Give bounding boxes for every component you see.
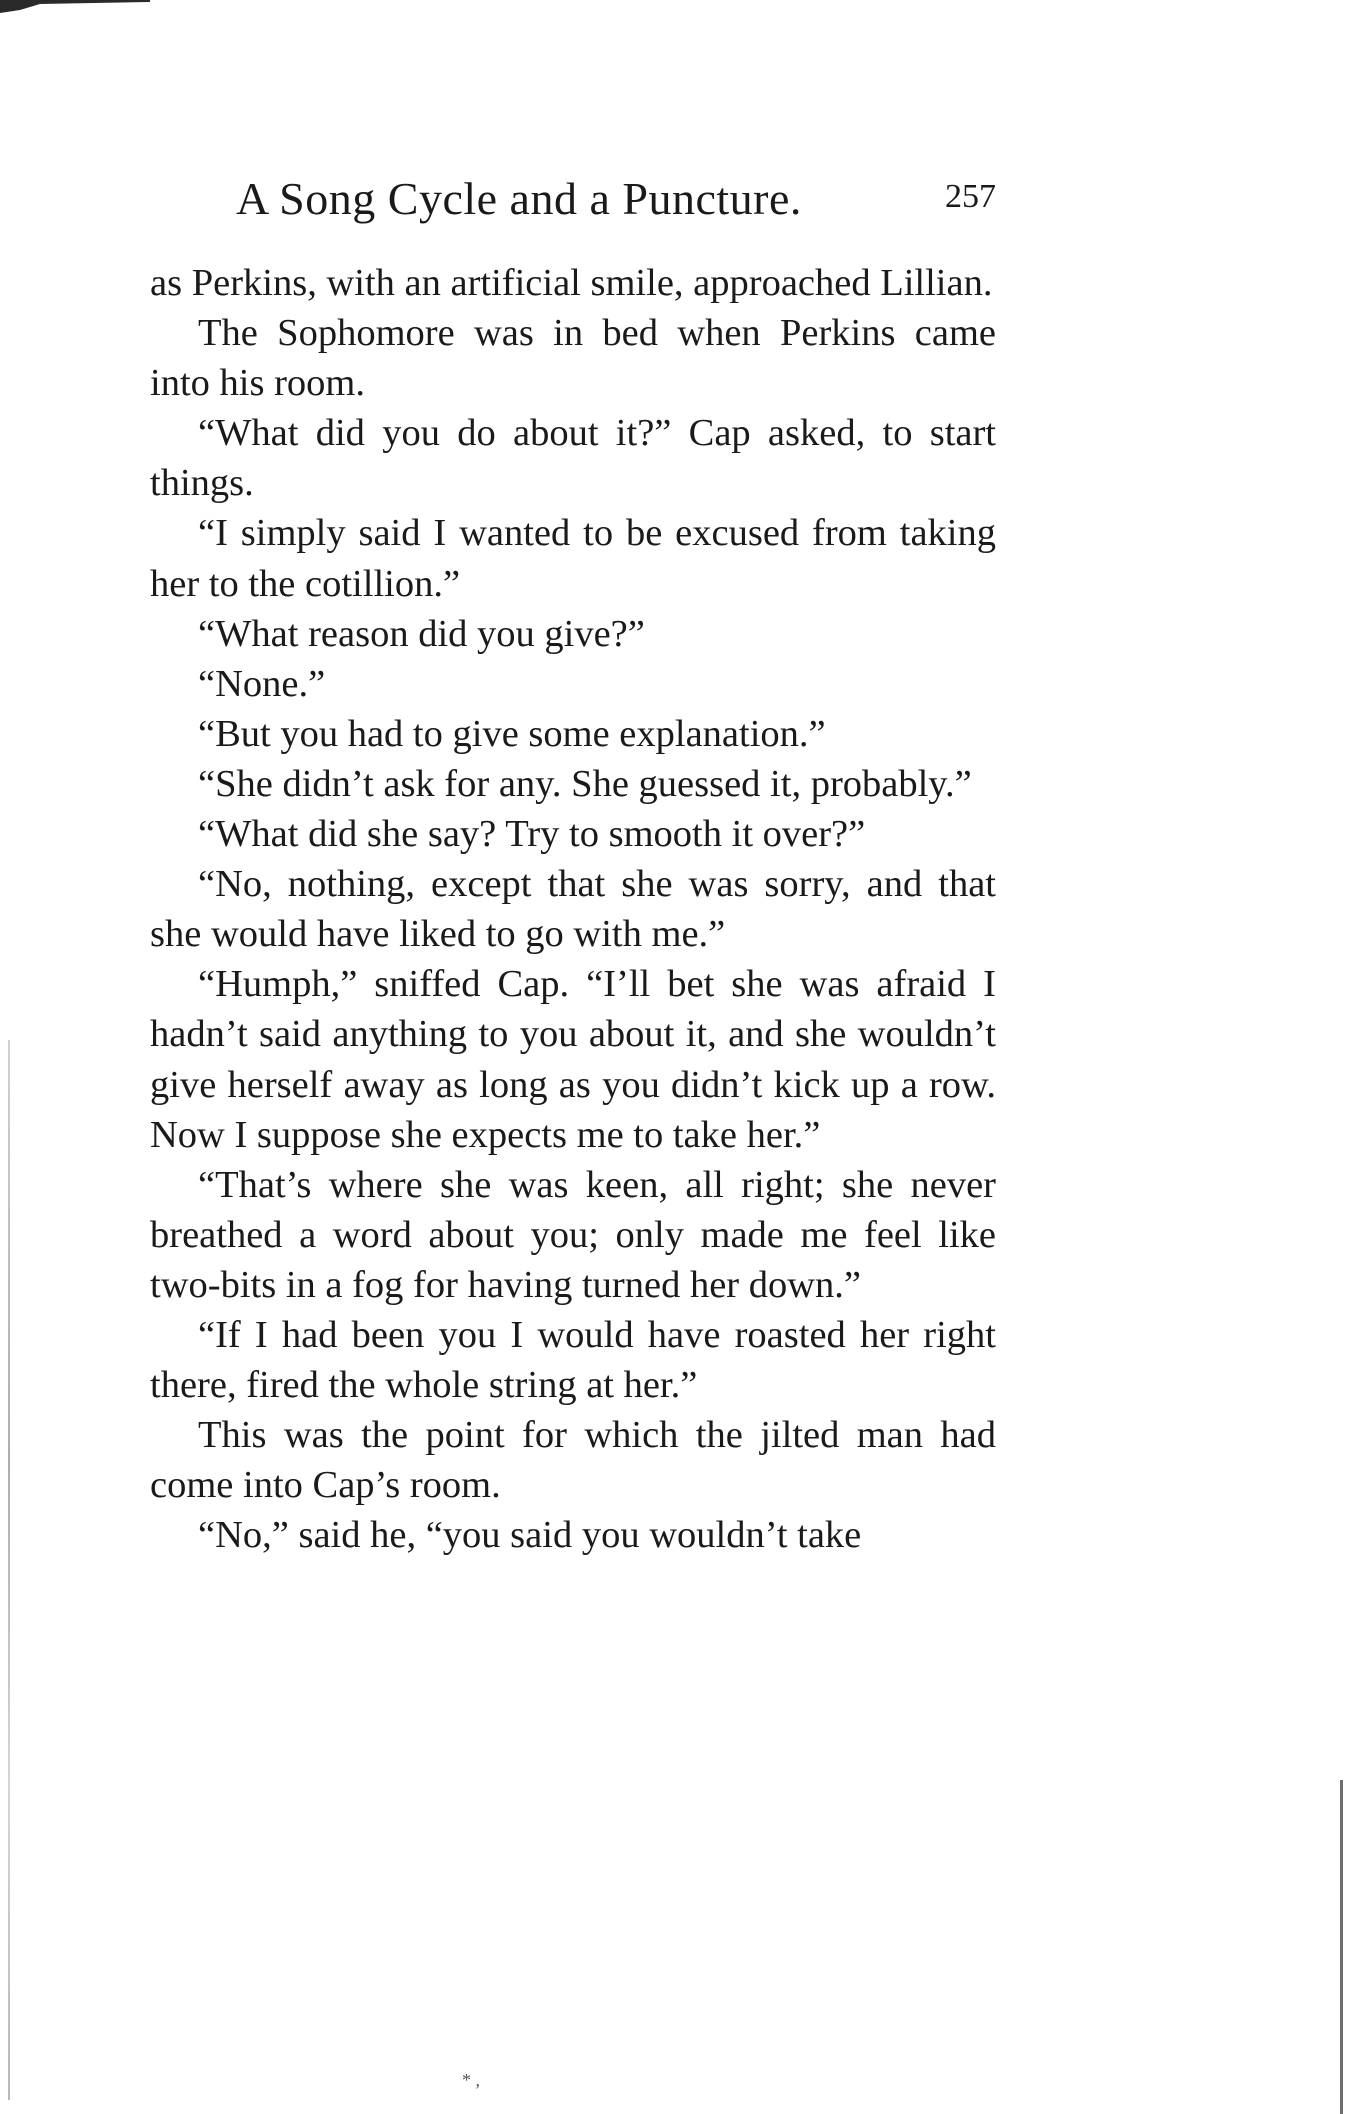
paragraph: “What did you do about it?” Cap asked, to start things. [150, 412, 996, 505]
paragraph: “I simply said I wanted to be excused from taking her to the cotillion.” [150, 512, 996, 605]
paragraph: “No, nothing, except that she was sorry, and that she would have liked to go with me.” [150, 863, 996, 956]
paragraph: “What reason did you give?” [198, 612, 645, 655]
paragraph: “None.” [198, 662, 326, 705]
paragraph: “That’s where she was keen, all right; she never breathed a word about you; only made me feel like two-bits in a fog for having turned her down.” [150, 1163, 996, 1306]
paragraph: The Sophomore was in bed when Perkins came into his room. [150, 312, 996, 405]
paragraph: “What did she say? Try to smooth it over?” [198, 813, 866, 856]
paragraph: “But you had to give some explanation.” [198, 712, 826, 755]
body-text [150, 258, 996, 1560]
paragraph: “If I had been you I would have roasted her right there, fired the whole string at her.” [150, 1313, 996, 1407]
left-margin-scan-line [8, 1040, 10, 2100]
running-head: A Song Cycle and a Puncture. [236, 173, 802, 224]
page-number: 257 [945, 178, 996, 215]
paragraph: “Humph,” sniffed Cap. “I’ll bet she was afraid I hadn’t said anything to you about it, and she wouldn’t give herself away as long as you didn’t kick up a row. Now I suppose she expects me to take her.” [150, 963, 996, 1156]
paragraph: “No,” said he, “you said you wouldn’t take [198, 1514, 862, 1557]
scan-artifact-mark [0, 0, 150, 14]
paragraph: as Perkins, with an artificial smile, approached Lillian. [150, 262, 993, 304]
right-margin-scan-line [1340, 1780, 1343, 2114]
signature-mark: * , [462, 2070, 480, 2090]
page-header [236, 172, 996, 232]
paragraph: This was the point for which the jilted man had come into Cap’s room. [150, 1414, 996, 1507]
paragraph: “She didn’t ask for any. She guessed it, probably.” [198, 762, 972, 805]
